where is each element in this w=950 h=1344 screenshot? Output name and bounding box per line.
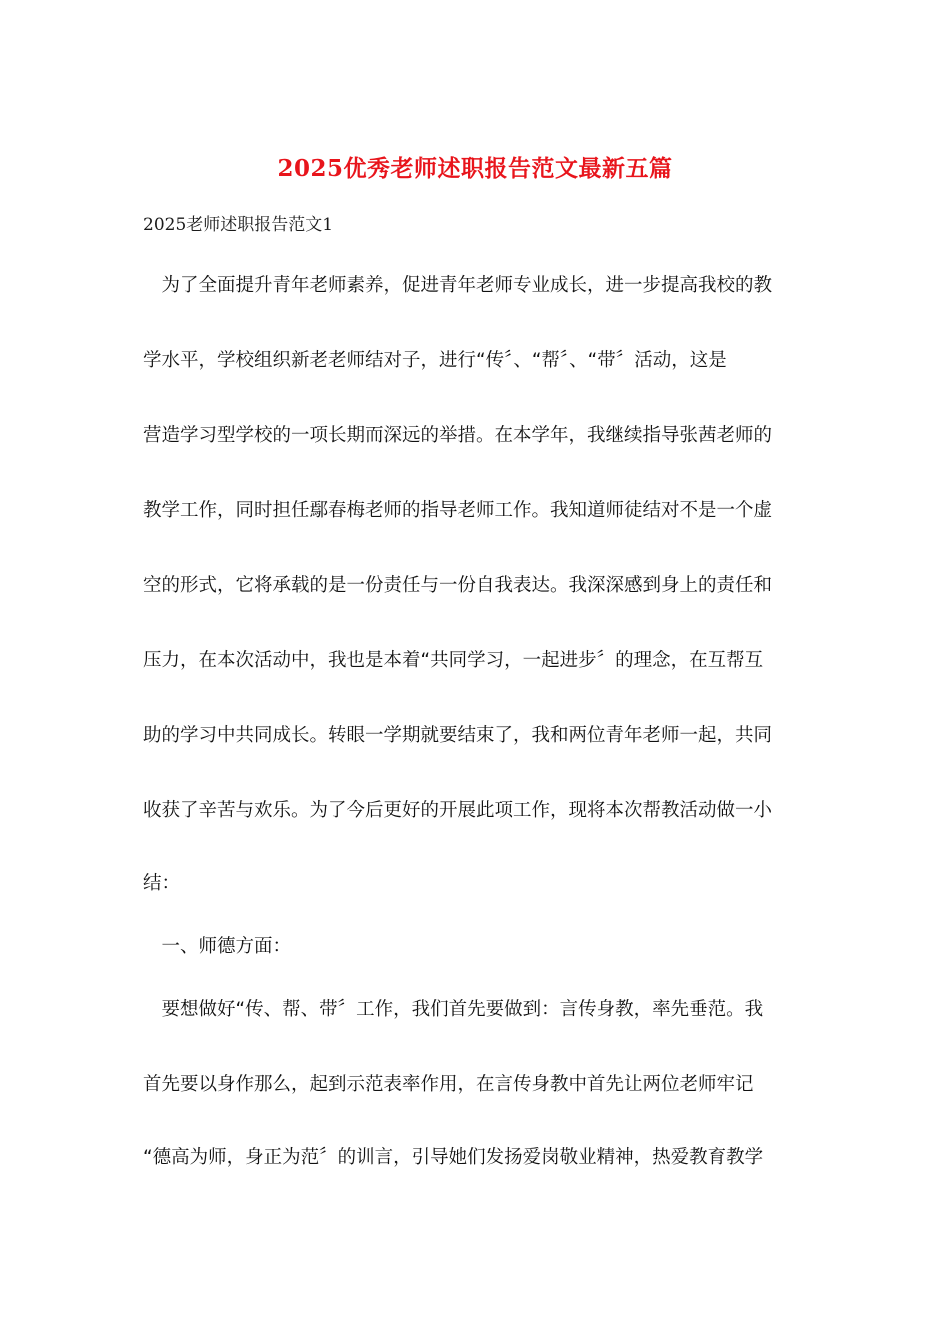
section-heading: 2025老师述职报告范文1 (143, 215, 334, 235)
paragraph-line: 营造学习型学校的一项长期而深远的举措。在本学年，我继续指导张茜老师的 (143, 425, 773, 446)
paragraph-line: 结： (143, 873, 181, 894)
paragraph-line: 首先要以身作那么，起到示范表率作用，在言传身教中首先让两位老师牢记 (143, 1074, 754, 1095)
paragraph-line: 学水平，学校组织新老老师结对子，进行“传〞、“帮〞、“带〞活动，这是 (143, 350, 727, 371)
paragraph-line: 收获了辛苦与欢乐。为了今后更好的开展此项工作，现将本次帮教活动做一小 (143, 800, 773, 821)
paragraph-line: “德高为师，身正为范〞的训言，引导她们发扬爱岗敬业精神，热爱教育教学 (143, 1147, 764, 1168)
section-heading-line: 一、师德方面： (143, 936, 292, 957)
paragraph-line: 压力，在本次活动中，我也是本着“共同学习，一起进步〞的理念，在互帮互 (143, 650, 764, 671)
paragraph-line: 空的形式，它将承载的是一份责任与一份自我表达。我深深感到身上的责任和 (143, 575, 773, 596)
paragraph-line: 助的学习中共同成长。转眼一学期就要结束了，我和两位青年老师一起，共同 (143, 725, 773, 746)
document-title: 2025优秀老师述职报告范文最新五篇 (277, 155, 673, 182)
paragraph-line: 要想做好“传、帮、带〞工作，我们首先要做到：言传身教，率先垂范。我 (143, 999, 764, 1020)
paragraph-line: 教学工作，同时担任鄢春梅老师的指导老师工作。我知道师徒结对不是一个虚 (143, 500, 773, 521)
paragraph-line: 为了全面提升青年老师素养，促进青年老师专业成长，进一步提高我校的教 (143, 275, 773, 296)
